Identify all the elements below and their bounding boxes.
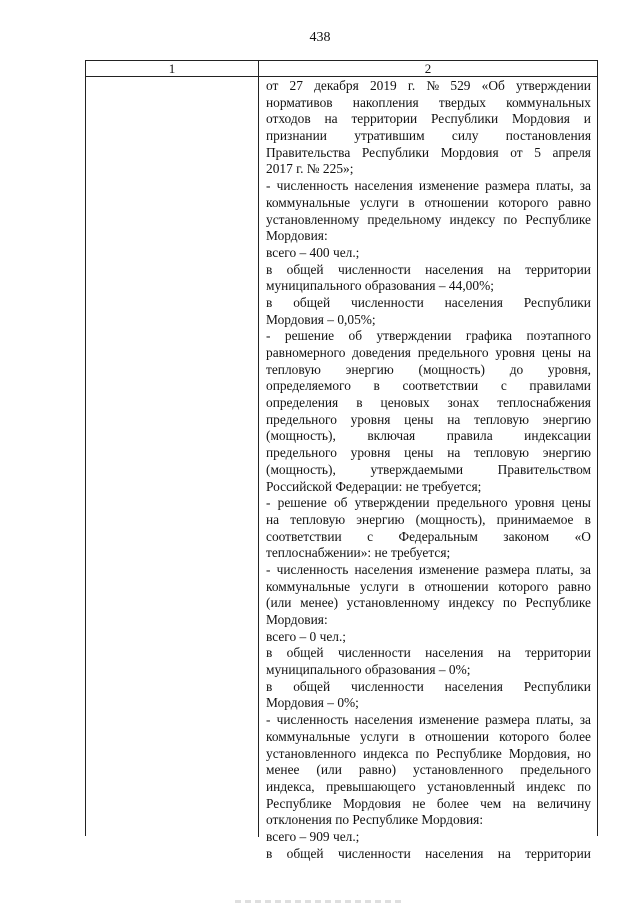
text-line: (мощность), включая правила индексации (266, 428, 591, 444)
text-line: всего – 400 чел.; (266, 244, 360, 260)
text-line: предельного уровня цены на тепловую энергию (266, 445, 591, 461)
text-line: - численность населения изменение размера платы, за (266, 712, 591, 728)
text-line: муниципального образования – 44,00%; (266, 278, 494, 294)
text-line: равномерного доведения предельного уровня цены на (266, 345, 591, 360)
text-line: тепловую энергию (мощность) до уровня, (266, 361, 591, 377)
text-line: в общей численности населения на территории (266, 845, 591, 861)
text-line: в общей численности населения на территории (266, 645, 591, 661)
text-line: признании утратившим силу постановления (266, 128, 591, 144)
text-line: установленного индекса по Республике Мордовия, но (266, 745, 591, 761)
column-2-cell (259, 77, 597, 861)
page-number: 438 (309, 30, 331, 45)
text-line: всего – 909 чел.; (266, 828, 360, 844)
text-line: - численность населения изменение размера платы, за (266, 178, 591, 194)
document-table (85, 60, 598, 861)
text-line: установленному предельному индексу по Республике (266, 211, 591, 227)
text-line: коммунальные услуги в отношении которого равно (266, 194, 591, 210)
text-line: на тепловую энергию (мощность), принимаемое в (266, 511, 591, 527)
text-line: в общей численности населения Республики (266, 678, 591, 694)
text-line: теплоснабжении»: не требуется; (266, 545, 451, 561)
table-header-row (86, 61, 597, 77)
text-line: 2017 г. № 225»; (266, 161, 354, 177)
text-line: отклонения по Республике Мордовия: (266, 812, 484, 828)
text-line: нормативов накопления твердых коммунальных (266, 94, 591, 110)
text-line: определяемого в соответствии с правилами (266, 378, 591, 394)
text-line: коммунальные услуги в отношении которого равно (266, 578, 591, 594)
text-line: муниципального образования – 0%; (266, 662, 471, 678)
text-line: коммунальные услуги в отношении которого более (266, 728, 591, 744)
text-line: всего – 0 чел.; (266, 628, 347, 644)
column-1-header: 1 (86, 61, 259, 76)
text-line: Мордовия – 0%; (266, 695, 359, 711)
column-2-header: 2 (424, 61, 432, 76)
text-line: определения в ценовых зонах теплоснабжения (266, 395, 591, 411)
text-line: менее (или равно) установленного предельного (266, 762, 591, 778)
text-line: Российской Федерации: не требуется; (266, 478, 482, 494)
text-line: отходов на территории Республики Мордовия и (266, 111, 591, 127)
text-line: индекса, превышающего установленный индекс по (266, 778, 591, 794)
text-line: Мордовия – 0,05%; (266, 311, 376, 327)
text-line: соответствии с Федеральным законом «О (266, 528, 591, 544)
text-line: Мордовия: (266, 612, 328, 627)
column-1-cell (86, 77, 259, 837)
text-line: в общей численности населения на территории (266, 261, 591, 277)
scan-artifact (235, 900, 405, 903)
text-line: от 27 декабря 2019 г. № 529 «Об утверждении (266, 78, 591, 93)
text-line: в общей численности населения Республики (266, 294, 591, 310)
text-line: (мощность), утверждаемыми Правительством (266, 461, 591, 477)
text-line: - решение об утверждении графика поэтапного (266, 328, 591, 344)
text-line: Мордовия: (266, 228, 328, 244)
text-line: Республике Мордовия не более чем на величину (266, 795, 591, 811)
text-line: (или менее) установленному индексу по Республике (266, 595, 591, 611)
text-line: - численность населения изменение размера платы, за (266, 561, 591, 577)
table-body-row (86, 77, 597, 861)
text-line: Правительства Республики Мордовия от 5 апреля (266, 144, 591, 160)
text-line: предельного уровня цены на тепловую энергию (266, 411, 591, 427)
text-line: - решение об утверждении предельного уровня цены (266, 495, 591, 511)
